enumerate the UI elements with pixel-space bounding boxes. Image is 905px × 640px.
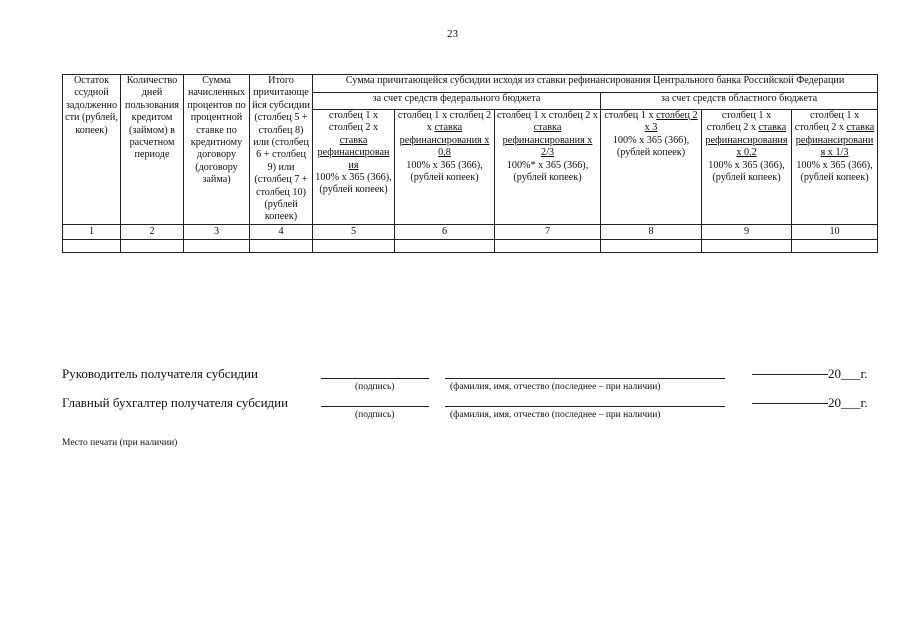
empty-cell[interactable] — [63, 240, 121, 253]
empty-cell[interactable] — [601, 240, 702, 253]
accountant-signature-label: Главный бухгалтер получателя субсидии — [62, 395, 289, 410]
subsidy-calculation-table — [62, 74, 878, 253]
formula-col-7 — [495, 110, 601, 225]
formula-text: столбец 1 х столбец 2 х — [397, 110, 492, 134]
column-number-cell: 7 — [495, 224, 601, 239]
empty-cell[interactable] — [313, 240, 395, 253]
empty-cell[interactable] — [792, 240, 878, 253]
formula-col-6 — [395, 110, 495, 225]
formula-text: 100% х 365 (366), (рублей копеек) — [406, 159, 483, 184]
empty-cell[interactable] — [702, 240, 792, 253]
head-name-line[interactable] — [445, 378, 725, 379]
formula-text: 100% х 365 (366), (рублей копеек) — [796, 159, 873, 184]
accountant-date — [752, 395, 868, 411]
empty-cell[interactable] — [184, 240, 250, 253]
empty-cell[interactable] — [395, 240, 495, 253]
header-accrued-interest: Сумма начисленных процентов по процентной ставке по кредитному договору (договору займа) — [184, 75, 250, 225]
formula-col-9 — [702, 110, 792, 225]
formula-underlined: ставка рефинансирования х 1/3 — [795, 122, 875, 159]
empty-cell[interactable] — [250, 240, 313, 253]
formula-text: 100%* х 365 (366), (рублей копеек) — [506, 159, 589, 184]
formula-underlined: ставка рефинансирования х 0,2 — [705, 122, 788, 159]
formula-underlined: ставка рефинансирования х 0,8 — [399, 122, 490, 159]
head-date-text: 20___г. — [828, 366, 868, 381]
column-number-cell: 4 — [250, 224, 313, 239]
header-days-count: Количество дней пользования кредитом (займом) в расчетном периоде — [121, 75, 184, 225]
header-total-subsidy: Итого причитающейся субсидии (столбец 5 + столбец 8) или (столбец 6 + столбец 9) или (столбец 7 + столбец 10) (рублей копеек) — [250, 75, 313, 225]
formula-text: столбец 1 х столбец 2 х — [706, 110, 772, 134]
formula-text: 100% х 365 (366), (рублей копеек) — [612, 134, 690, 159]
header-regional-budget: за счет средств областного бюджета — [601, 92, 878, 110]
formula-text: столбец 1 х столбец 2 х — [794, 110, 860, 134]
accountant-signature-hint: (подпись) — [355, 410, 395, 420]
stamp-note: Место печати (при наличии) — [62, 438, 178, 448]
column-number-cell: 6 — [395, 224, 495, 239]
formula-text: 100% х 365 (366), (рублей копеек) — [315, 172, 392, 196]
accountant-signature-line[interactable] — [321, 406, 429, 407]
column-number-cell: 9 — [702, 224, 792, 239]
head-signature-hint: (подпись) — [355, 382, 395, 392]
head-signature-label: Руководитель получателя субсидии — [62, 366, 258, 381]
column-number-cell: 1 — [63, 224, 121, 239]
formula-underlined: столбец 2 х 3 — [644, 110, 698, 134]
column-number-cell: 5 — [313, 224, 395, 239]
accountant-date-line[interactable] — [752, 403, 828, 404]
empty-cell[interactable] — [121, 240, 184, 253]
formula-underlined: ставка рефинансирования — [317, 134, 390, 171]
formula-text: столбец 1 х — [604, 110, 657, 122]
head-date-line[interactable] — [752, 374, 828, 375]
empty-data-row — [63, 240, 878, 253]
formula-underlined: ставка рефинансирования х 2/3 — [502, 122, 593, 159]
head-date — [752, 366, 868, 382]
page-number: 23 — [447, 28, 458, 40]
formula-col-10 — [792, 110, 878, 225]
formula-text: 100% х 365 (366), (рублей копеек) — [708, 159, 785, 184]
empty-cell[interactable] — [495, 240, 601, 253]
header-loan-balance: Остаток ссудной задолженности (рублей, копеек) — [63, 75, 121, 225]
column-number-cell: 8 — [601, 224, 702, 239]
accountant-name-line[interactable] — [445, 406, 725, 407]
formula-text: столбец 1 х столбец 2 х — [497, 110, 598, 122]
accountant-name-hint: (фамилия, имя, отчество (последнее – при наличии) — [450, 410, 661, 420]
column-number-cell: 2 — [121, 224, 184, 239]
formula-col-8 — [601, 110, 702, 225]
header-federal-budget: за счет средств федерального бюджета — [313, 92, 601, 110]
column-number-cell: 10 — [792, 224, 878, 239]
accountant-date-text: 20___г. — [828, 395, 868, 410]
formula-col-5 — [313, 110, 395, 225]
head-name-hint: (фамилия, имя, отчество (последнее – при наличии) — [450, 382, 661, 392]
head-signature-line[interactable] — [321, 378, 429, 379]
formula-text: столбец 1 х столбец 2 х — [328, 110, 379, 134]
header-subsidy-group: Сумма причитающейся субсидии исходя из ставки рефинансирования Центрального банка Российской Федерации — [313, 75, 878, 93]
column-number-cell: 3 — [184, 224, 250, 239]
